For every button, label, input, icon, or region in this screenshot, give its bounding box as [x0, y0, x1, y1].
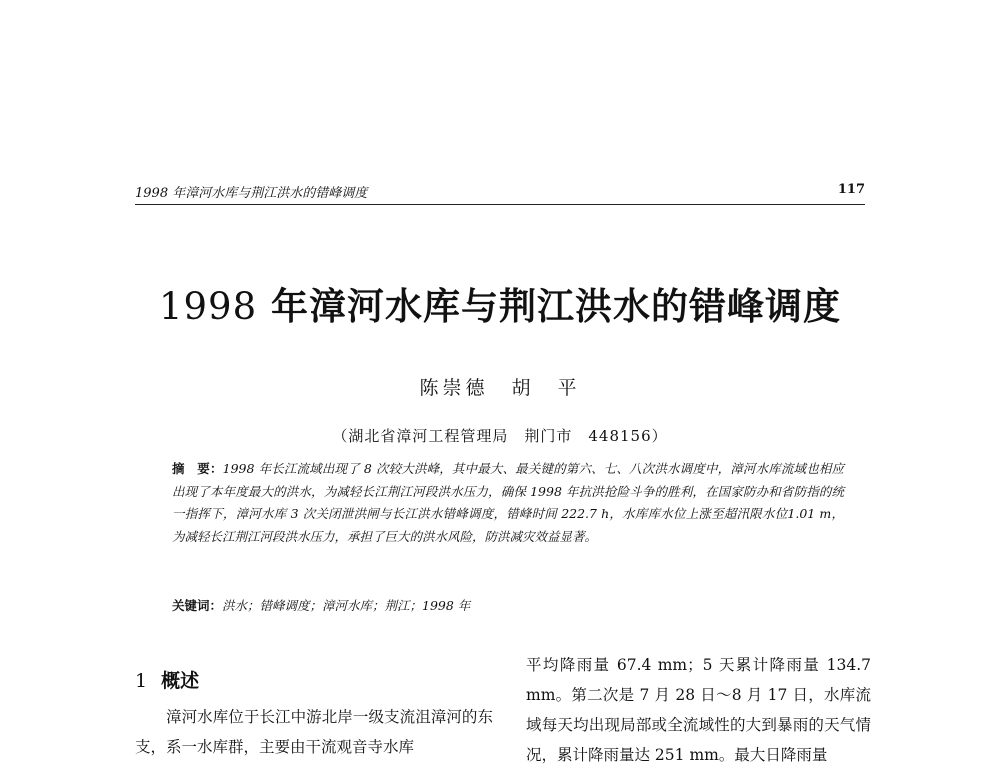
body-column-right [526, 650, 871, 770]
section-title: 概述 [161, 670, 200, 692]
title-year: 1998 [158, 285, 258, 328]
abstract-label: 摘 要： [172, 461, 223, 476]
keywords-text: 洪水；错峰调度；漳河水库；荆江；1998 年 [222, 598, 471, 613]
affiliation: （湖北省漳河工程管理局 荆门市 448156） [332, 427, 668, 445]
section-heading [135, 666, 199, 693]
title-text: 年漳河水库与荆江洪水的错峰调度 [257, 285, 842, 328]
section-number: 1 [135, 670, 148, 692]
running-header [135, 180, 865, 205]
keywords [172, 596, 844, 614]
authors: 陈崇德 胡 平 [419, 377, 581, 399]
abstract-text: 1998 年长江流域出现了 8 次较大洪峰，其中最大、最关键的第六、七、八次洪水调度中，漳河水库流域也相应出现了本年度最大的洪水，为减轻长江荆江河段洪水压力，确保 1998 年抗洪抢险斗争的胜利，在国家防办和省防指的统一指挥下，漳河水库 3 次关闭泄洪闸与长江洪水错峰调度，错峰时间 222.7 h，水库库水位上涨至超汛限水位1.01 m，为减轻长江荆江河段洪水压力，承担了巨大的洪水风险，防洪减灾效益显著。 [172, 461, 844, 544]
paragraph: 平均降雨量 67.4 mm；5 天累计降雨量 134.7 mm。第二次是 7 月 28 日～8 月 17 日，水库流域每天均出现局部或全流域性的大到暴雨的天气情况，累计降雨量达 251 mm。最大日降雨量 [526, 656, 871, 764]
running-title: 1998 年漳河水库与荆江洪水的错峰调度 [135, 186, 368, 201]
paragraph: 漳河水库位于长江中游北岸一级支流沮漳河的东支，系一水库群，主要由干流观音寺水库 [135, 708, 493, 756]
abstract [172, 458, 844, 548]
keywords-label: 关键词： [172, 598, 223, 613]
body-column-left [135, 702, 493, 762]
article-title [100, 276, 900, 330]
page-number: 117 [837, 182, 865, 197]
